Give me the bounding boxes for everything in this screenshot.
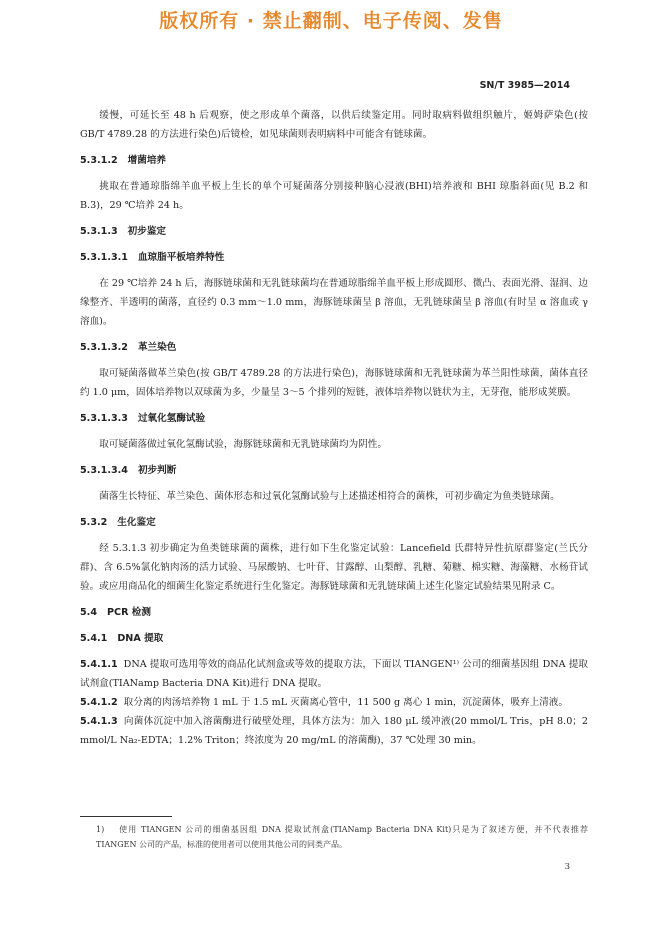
section-title: 生化鉴定 xyxy=(117,517,156,528)
clause-number: 5.4.1.3 xyxy=(80,716,118,727)
section-number: 5.3.2 xyxy=(80,517,108,528)
body-paragraph: 经 5.3.1.3 初步确定为鱼类链球菌的菌株，进行如下生化鉴定试验：Lancefield 氏群特异性抗原群鉴定(兰氏分群)、含 6.5%氯化钠肉汤的活力试验、马尿酸钠、七叶苷、甘露醇、山梨醇、乳糖、菊糖、棉实糖、海藻糖、水杨苷试验。或应用商品化的细菌生化鉴定系统进行生化鉴定。海豚链球菌和无乳链球菌上述生化鉴定试验结果见附录 C。 xyxy=(80,543,588,592)
clause-number: 5.4.1.1 xyxy=(80,659,118,670)
page-number: 3 xyxy=(564,862,570,872)
section-title: 革兰染色 xyxy=(137,342,177,353)
clause-text: 取分离的肉汤培养物 1 mL 于 1.5 mL 灭菌离心管中，11 500 g 离心 1 min，沉淀菌体，吸弃上清液。 xyxy=(123,697,568,708)
section-heading xyxy=(80,513,588,532)
clause-text: DNA 提取可选用等效的商品化试剂盒或等效的提取方法，下面以 TIANGEN¹⁾ 公司的细菌基因组 DNA 提取试剂盒(TIANamp Bacteria DNA Kit)进行 DNA 提取。 xyxy=(80,659,588,689)
section-number: 5.4 xyxy=(80,607,97,618)
section-heading xyxy=(80,629,588,648)
footnote-mark: 1) xyxy=(96,825,105,834)
clause-text: 向菌体沉淀中加入溶菌酶进行破壁处理，具体方法为：加入 180 μL 缓冲液(20 mmol/L Tris，pH 8.0；2 mmol/L Na₂-EDTA；1.2% Triton；终浓度为 20 mg/mL 的溶菌酶)，37 ℃处理 30 min。 xyxy=(80,716,588,746)
section-number: 5.3.1.3.4 xyxy=(80,465,128,476)
clause-number: 5.4.1.2 xyxy=(80,697,118,708)
numbered-clause xyxy=(80,712,588,750)
section-number: 5.3.1.3 xyxy=(80,226,118,237)
footnote xyxy=(96,822,588,852)
section-number: 5.3.1.3.2 xyxy=(80,342,128,353)
standard-code: SN/T 3985—2014 xyxy=(479,80,570,91)
section-title: DNA 提取 xyxy=(117,633,164,644)
section-title: 初步判断 xyxy=(137,465,177,476)
section-heading xyxy=(80,409,588,428)
section-number: 5.4.1 xyxy=(80,633,108,644)
section-number: 5.3.1.3.3 xyxy=(80,413,128,424)
section-number: 5.3.1.2 xyxy=(80,155,118,166)
body-paragraph: 取可疑菌落做过氧化氢酶试验，海豚链球菌和无乳链球菌均为阴性。 xyxy=(99,439,387,450)
section-heading xyxy=(80,603,588,622)
section-title: 过氧化氢酶试验 xyxy=(137,413,206,424)
document-body xyxy=(80,106,588,750)
footnote-divider xyxy=(80,816,172,817)
section-title: 血琼脂平板培养特性 xyxy=(137,252,225,263)
body-paragraph: 菌落生长特征、革兰染色、菌体形态和过氧化氢酶试验与上述描述相符合的菌株，可初步确定为鱼类链球菌。 xyxy=(99,491,560,502)
section-title: 增菌培养 xyxy=(127,155,167,166)
numbered-clause xyxy=(80,655,588,693)
body-paragraph: 在 29 ℃培养 24 h 后，海豚链球菌和无乳链球菌均在普通琼脂绵羊血平板上形成圆形、微凸、表面光滑、湿润、边缘整齐、半透明的菌落，直径约 0.3 mm～1.0 mm，海豚链球菌呈 β 溶血，无乳链球菌呈 β 溶血(有时呈 α 溶血或 γ 溶血)。 xyxy=(80,278,588,327)
body-paragraph: 缓慢，可延长至 48 h 后观察，使之形成单个菌落，以供后续鉴定用。同时取病料做组织触片，姬姆萨染色(按 GB/T 4789.28 的方法进行染色)后镜检，如见球菌则表明病料中可能含有链球菌。 xyxy=(80,110,588,140)
section-heading xyxy=(80,151,588,170)
body-paragraph: 取可疑菌落做革兰染色(按 GB/T 4789.28 的方法进行染色)，海豚链球菌和无乳链球菌为革兰阳性球菌，菌体直径约 1.0 μm，固体培养物以双球菌为多，少量呈 3～5 个排列的短链，液体培养物以链状为主，无芽孢，能形成荚膜。 xyxy=(80,368,588,398)
section-heading xyxy=(80,222,588,241)
section-heading xyxy=(80,248,588,267)
copyright-watermark: 版权所有 · 禁止翻制、电子传阅、发售 xyxy=(159,10,503,32)
body-paragraph: 挑取在普通琼脂绵羊血平板上生长的单个可疑菌落分别接种脑心浸液(BHI)培养液和 BHI 琼脂斜面(见 B.2 和 B.3)，29 ℃培养 24 h。 xyxy=(80,181,588,211)
section-heading xyxy=(80,461,588,480)
footnote-text: 使用 TIANGEN 公司的细菌基因组 DNA 提取试剂盒(TIANamp Bacteria DNA Kit)只是为了叙述方便，并不代表推荐 TIANGEN 公司的产品，标准的使用者可以使用其他公司的同类产品。 xyxy=(96,825,588,849)
section-heading xyxy=(80,338,588,357)
numbered-clause xyxy=(80,693,588,712)
section-title: 初步鉴定 xyxy=(127,226,167,237)
section-number: 5.3.1.3.1 xyxy=(80,252,128,263)
section-title: PCR 检测 xyxy=(107,607,151,618)
